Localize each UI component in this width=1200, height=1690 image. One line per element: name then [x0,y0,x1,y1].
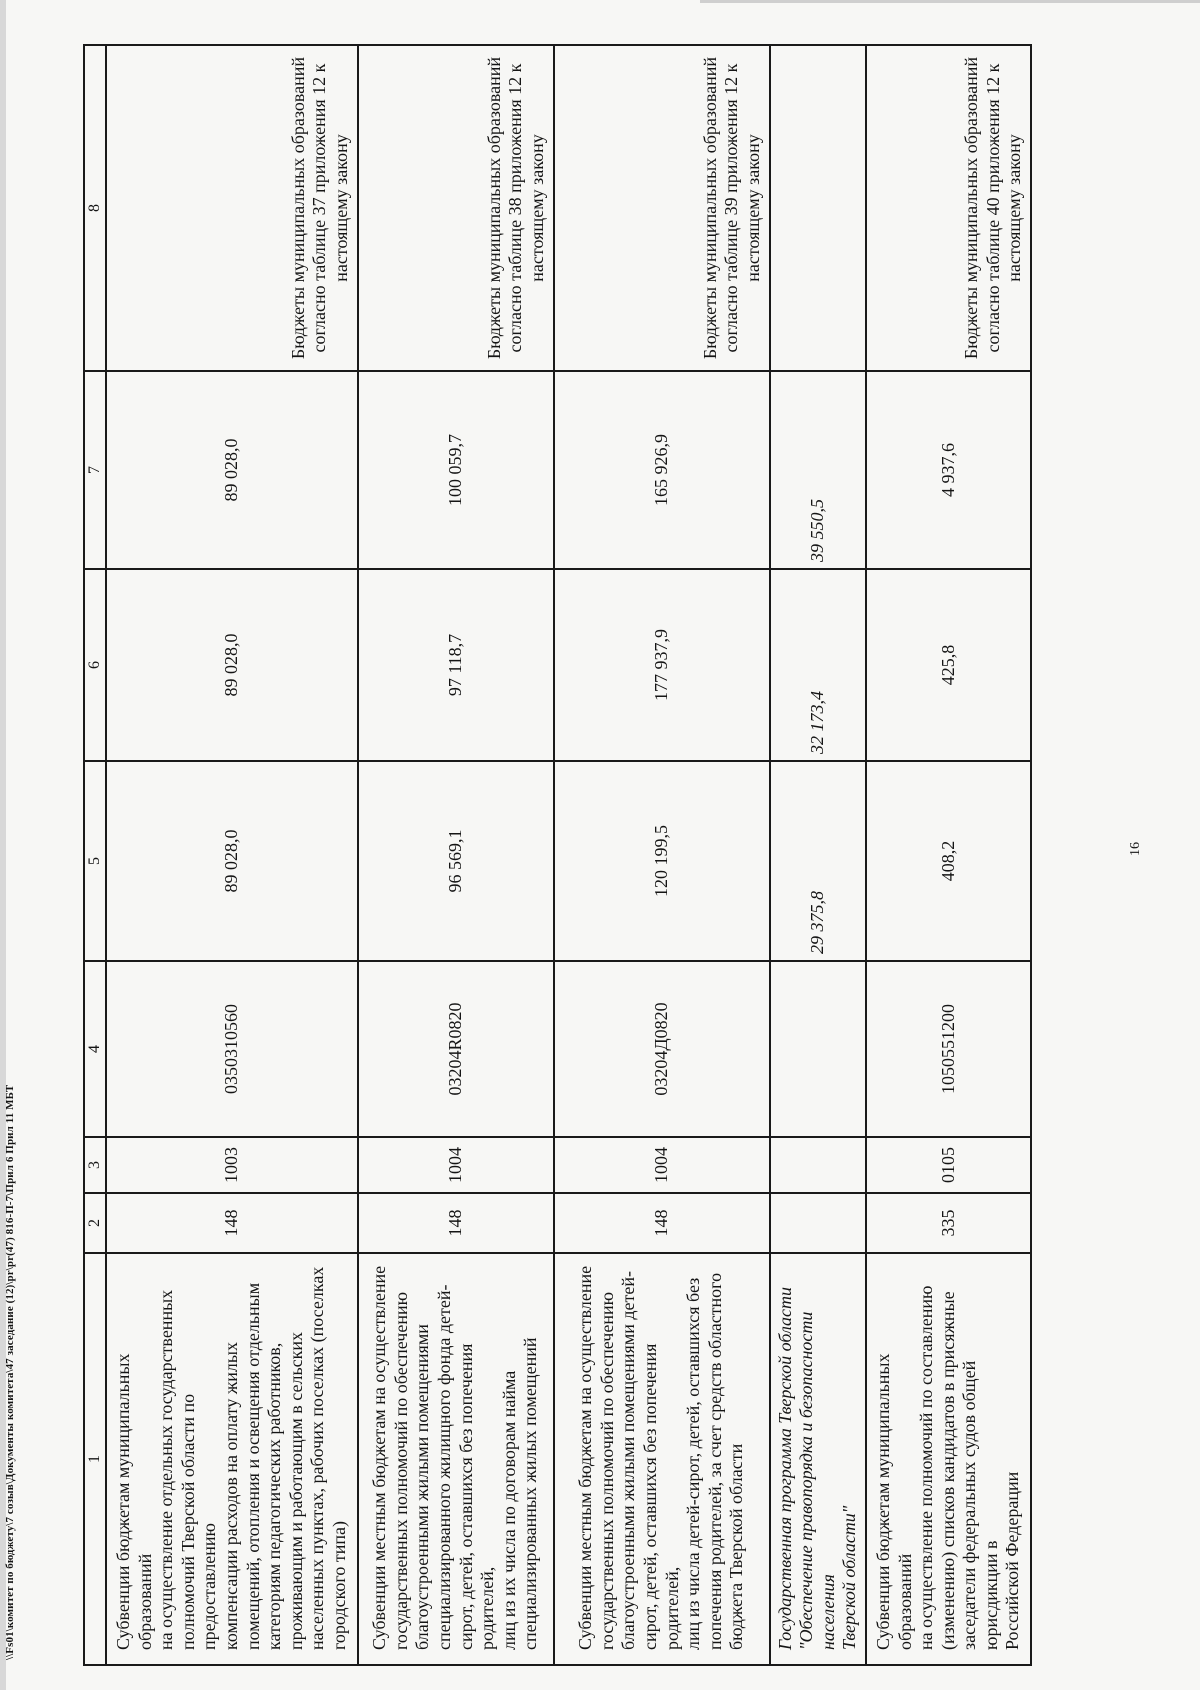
section-code: 0105 [866,1137,1031,1193]
amount-year-3: 4 937,6 [866,371,1031,569]
description-line: городского типа) [328,1521,349,1650]
amount-year-2: 97 118,7 [358,569,554,761]
amount-year-3: 89 028,0 [106,371,358,569]
section-code: 1003 [106,1137,358,1193]
row-description [106,1253,358,1665]
description-line: на осуществление полномочий по составлению [916,1285,937,1650]
footer-file-path: \\Fs01\комитет по бюджету\7 созыв\Документы комитета\47 заседание (12)\pr\pr(47) 816-П-7\Прил 6 Прил 11 МБТ [4,1084,16,1660]
description-line: государственных полномочий по обеспечению [596,1291,617,1650]
recipient-line: согласно таблице 40 приложения 12 к [982,63,1003,353]
target-article-code: 03204Д0820 [554,961,770,1137]
recipient-line: согласно таблице 39 приложения 12 к [721,63,742,353]
recipient-line: настоящему закону [330,134,351,282]
amount-year-3: 100 059,7 [358,371,554,569]
amount-year-1: 29 375,8 [770,761,866,961]
target-article-code [770,961,866,1137]
page-number: 16 [1128,842,1143,856]
description-line: "Обеспечение правопорядка и безопасности населения [796,1311,838,1650]
recipient-description [866,45,1031,371]
amount-year-2: 32 173,4 [770,569,866,761]
header-row [84,45,106,1665]
description-line: специализированных жилых помещений [520,1337,541,1650]
amount-year-1: 89 028,0 [106,761,358,961]
row-description [770,1253,866,1665]
description-line: сирот, детей, оставшихся без попечения родителей, [639,1343,682,1650]
description-line: Российской Федерации [1002,1471,1023,1650]
amount-year-1: 120 199,5 [554,761,770,961]
description-line: благоустроенными жилыми помещениями детей- [618,1271,639,1650]
description-line: (изменению) списков кандидатов в присяжные [937,1291,958,1650]
column-header-8: 8 [84,45,106,371]
description-line: Тверской области" [839,1505,860,1650]
table-row [358,45,554,1665]
description-line: заседатели федеральных судов общей юрисдикции в [959,1360,1001,1650]
description-line: помещений, отопления и освещения отдельным [242,1282,263,1650]
recipient-line: согласно таблице 38 приложения 12 к [505,63,526,353]
row-description [554,1253,770,1665]
row-description [866,1253,1031,1665]
admin-code: 148 [106,1193,358,1253]
recipient-line: Бюджеты муниципальных образований [961,56,982,360]
recipient-description [358,45,554,371]
column-header-4: 4 [84,961,106,1137]
recipient-line: настоящему закону [742,134,763,282]
description-line: населенных пунктах, рабочих поселках (поселках [307,1266,328,1650]
recipient-description [554,45,770,371]
amount-year-1: 408,2 [866,761,1031,961]
recipient-line: согласно таблице 37 приложения 12 к [309,63,330,353]
admin-code: 148 [554,1193,770,1253]
description-line: Субвенции местным бюджетам на осуществление [369,1265,390,1650]
table-row [106,45,358,1665]
description-line: компенсации расходов на оплату жилых [220,1342,241,1650]
table-body [106,45,1031,1665]
target-article-code: 1050551200 [866,961,1031,1137]
description-line: Государственная программа Тверской области [774,1286,795,1650]
description-line: бюджета Тверской области [726,1443,747,1650]
column-header-5: 5 [84,761,106,961]
description-line: Субвенции бюджетам муниципальных образований [113,1353,155,1650]
table-row [866,45,1031,1665]
column-header-7: 7 [84,371,106,569]
admin-code [770,1193,866,1253]
description-line: полномочий Тверской области по предоставлению [177,1393,220,1650]
recipient-description [770,45,866,371]
amount-year-2: 425,8 [866,569,1031,761]
description-line: на осуществление отдельных государственных [156,1289,177,1650]
description-line: государственных полномочий по обеспечению [390,1291,411,1650]
section-code: 1004 [358,1137,554,1193]
column-header-3: 3 [84,1137,106,1193]
description-line: проживающим и работающим в сельских [285,1331,306,1650]
recipient-line: Бюджеты муниципальных образований [287,56,308,360]
description-line: Субвенции местным бюджетам на осуществление [575,1265,596,1650]
description-line: попечения родителей, за счет средств областного [704,1272,725,1650]
recipient-line: настоящему закону [1004,134,1025,282]
budget-table [83,44,1032,1666]
recipient-line: Бюджеты муниципальных образований [699,56,720,360]
description-line: Субвенции бюджетам муниципальных образований [872,1353,915,1650]
amount-year-1: 96 569,1 [358,761,554,961]
amount-year-2: 177 937,9 [554,569,770,761]
row-description [358,1253,554,1665]
admin-code: 148 [358,1193,554,1253]
description-line: лиц из числа детей-сирот, детей, оставшихся без [683,1277,704,1650]
amount-year-3: 39 550,5 [770,371,866,569]
description-line: специализированного жилищного фонда детей- [433,1284,454,1650]
amount-year-3: 165 926,9 [554,371,770,569]
description-line: сирот, детей, оставшихся без попечения родителей, [455,1343,498,1650]
column-header-2: 2 [84,1193,106,1253]
column-header-6: 6 [84,569,106,761]
section-code [770,1137,866,1193]
description-line: лиц из их числа по договорам найма [498,1370,519,1650]
section-code: 1004 [554,1137,770,1193]
recipient-line: Бюджеты муниципальных образований [483,56,504,360]
recipient-line: настоящему закону [526,134,547,282]
target-article-code: 03204R0820 [358,961,554,1137]
description-line: благоустроенными жилыми помещениями [412,1324,433,1650]
column-header-1: 1 [84,1253,106,1665]
program-row [770,45,866,1665]
description-line: категориям педагогических работников, [264,1342,285,1650]
target-article-code: 0350310560 [106,961,358,1137]
recipient-description [106,45,358,371]
amount-year-2: 89 028,0 [106,569,358,761]
table-row [554,45,770,1665]
admin-code: 335 [866,1193,1031,1253]
